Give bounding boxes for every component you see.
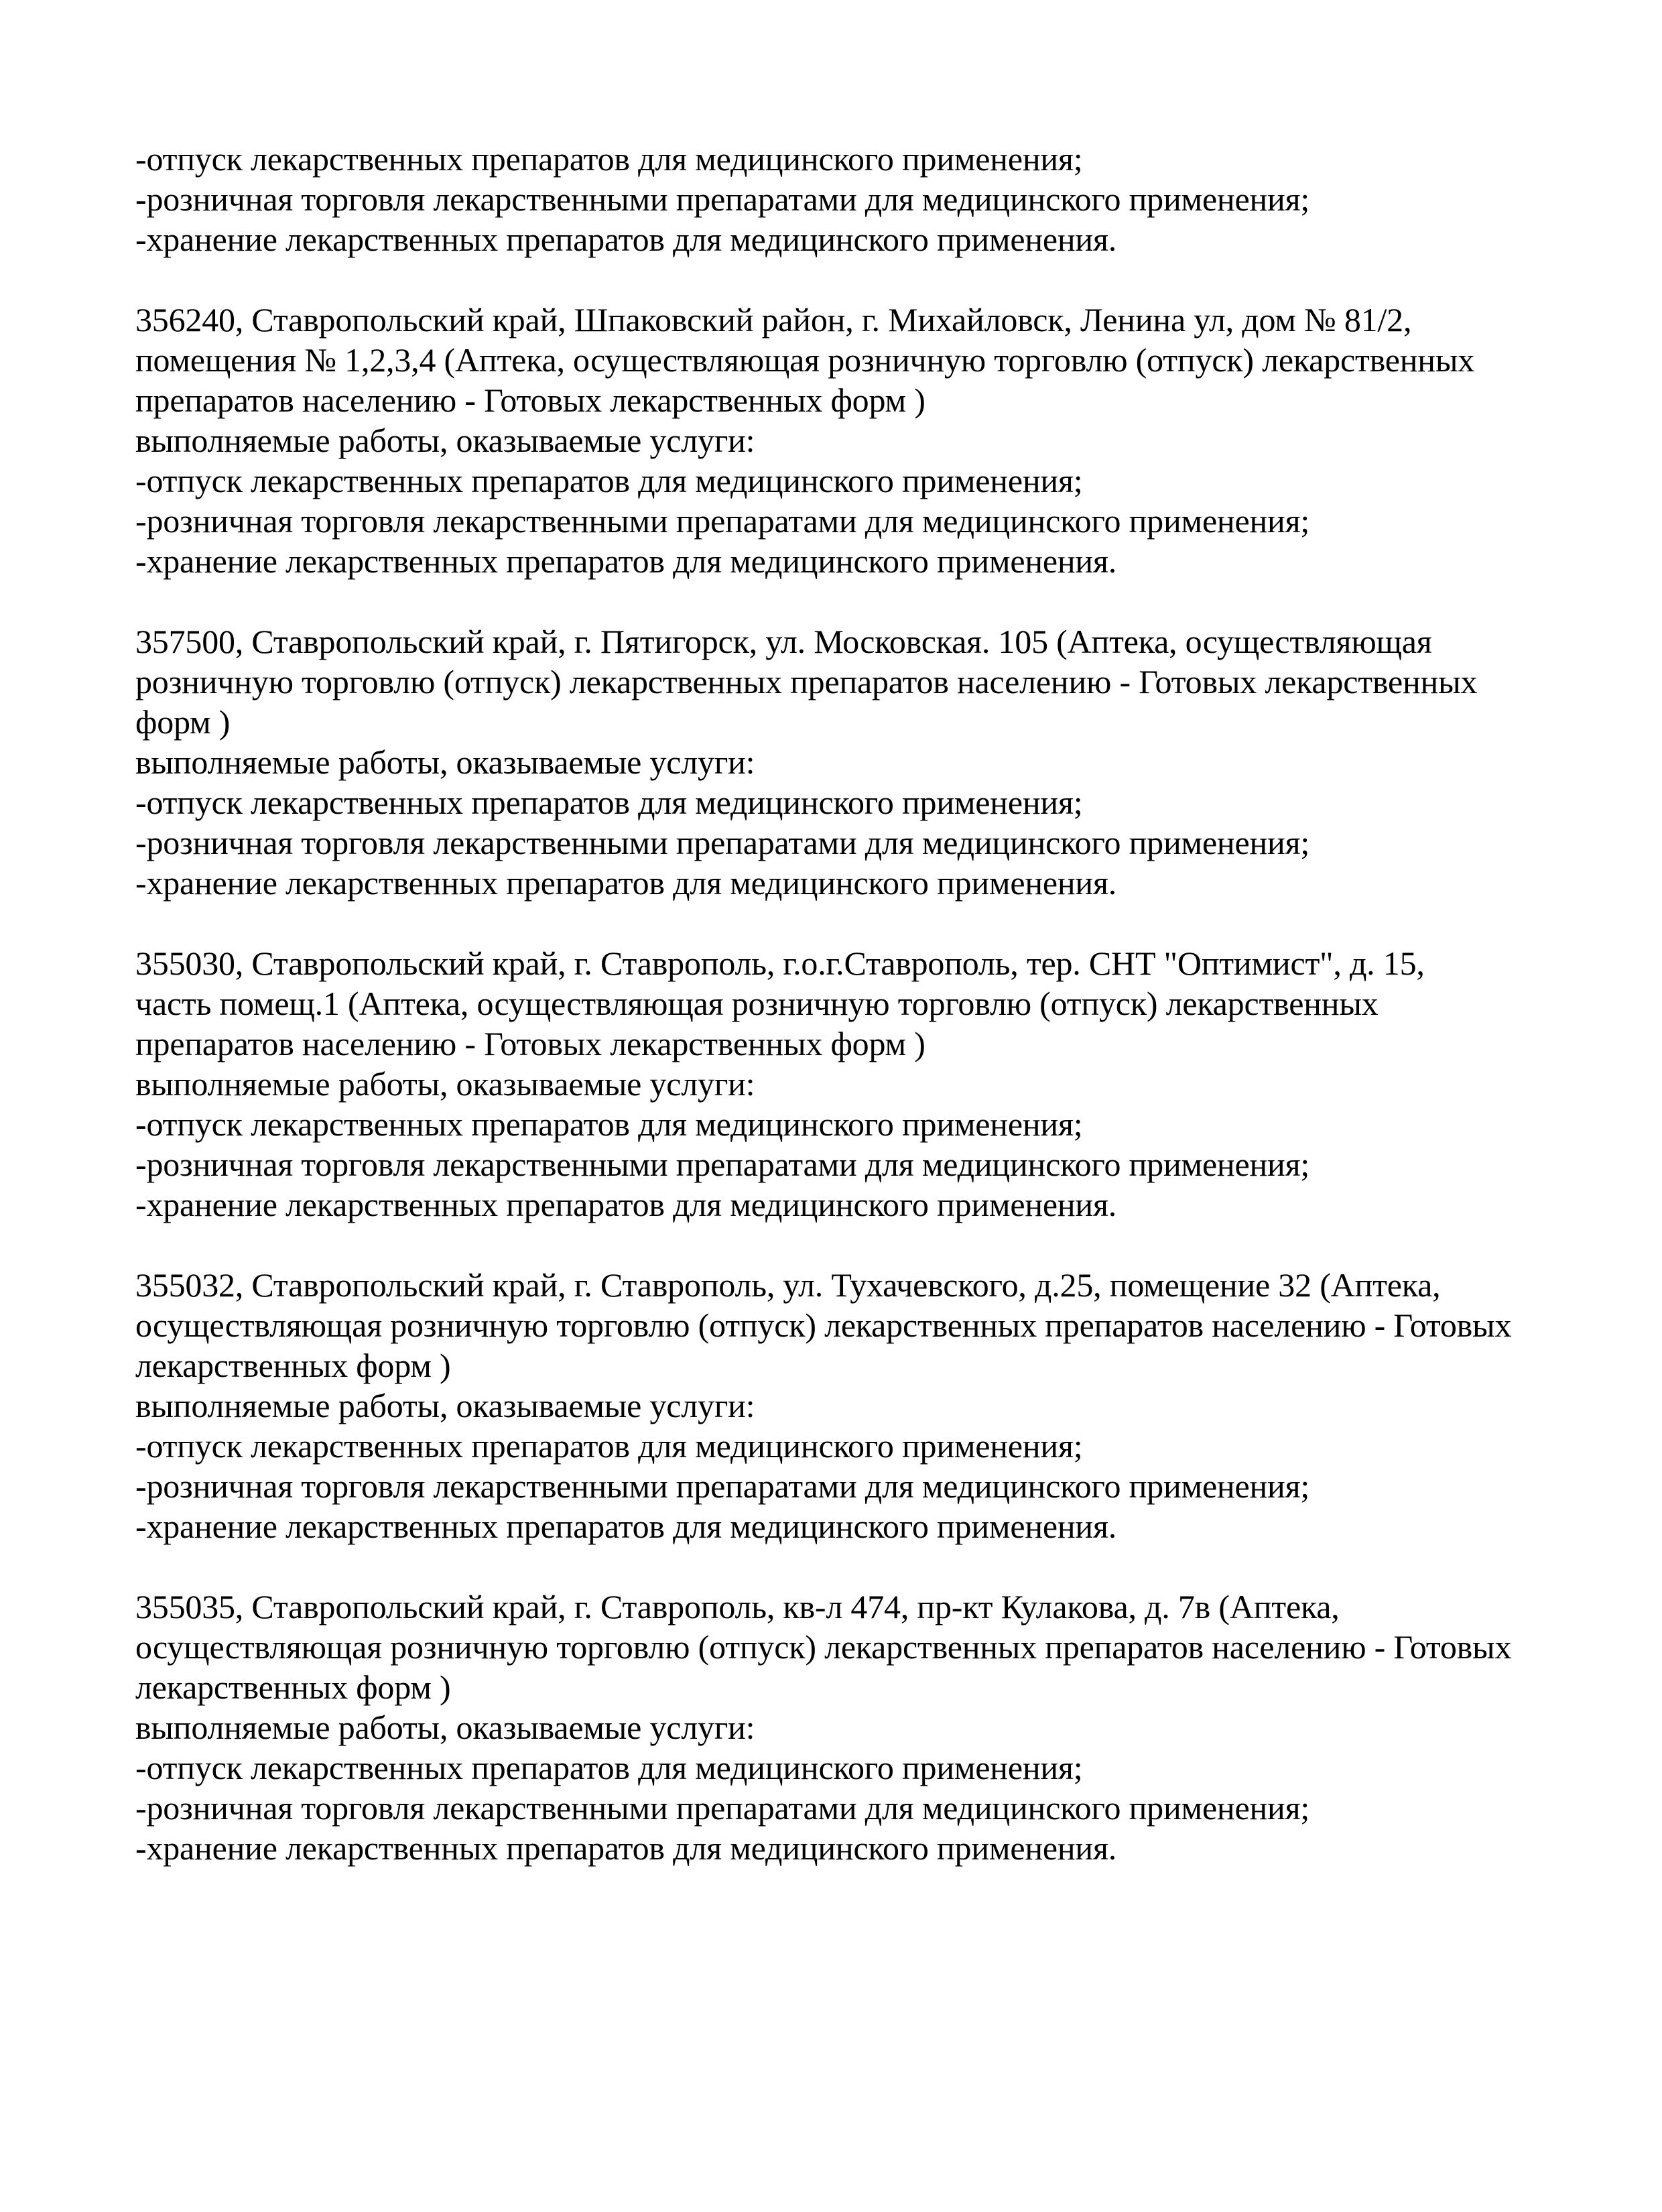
blank-line bbox=[135, 1546, 1616, 1587]
document-text bbox=[135, 139, 1616, 1868]
blank-line bbox=[135, 581, 1616, 621]
entry-works-label: выполняемые работы, оказываемые услуги: bbox=[135, 1709, 755, 1746]
blank-line bbox=[135, 1225, 1616, 1265]
intro-service-line: -розничная торговля лекарственными препаратами для медицинского применения; bbox=[135, 180, 1310, 218]
entry-address-line: осуществляющая розничную торговлю (отпуск) лекарственных препаратов населению - Готовых bbox=[135, 1306, 1512, 1344]
entry-address-line: осуществляющая розничную торговлю (отпуск) лекарственных препаратов населению - Готовых bbox=[135, 1628, 1512, 1666]
intro-service-line: -отпуск лекарственных препаратов для медицинского применения; bbox=[135, 140, 1083, 178]
entry-works-label: выполняемые работы, оказываемые услуги: bbox=[135, 422, 755, 459]
entry-service-line: -отпуск лекарственных препаратов для медицинского применения; bbox=[135, 1105, 1083, 1143]
entry-service-line: -отпуск лекарственных препаратов для медицинского применения; bbox=[135, 1427, 1083, 1465]
blank-line bbox=[135, 903, 1616, 943]
entry-works-label: выполняемые работы, оказываемые услуги: bbox=[135, 1065, 755, 1103]
entry-address-line: помещения № 1,2,3,4 (Аптека, осуществляющая розничную торговлю (отпуск) лекарственных bbox=[135, 341, 1475, 379]
entry-service-line: -розничная торговля лекарственными препаратами для медицинского применения; bbox=[135, 502, 1310, 540]
entry-service-line: -розничная торговля лекарственными препаратами для медицинского применения; bbox=[135, 1789, 1310, 1827]
entry-address-line: 355030, Ставропольский край, г. Ставрополь, г.о.г.Ставрополь, тер. СНТ "Оптимист", д. 15, bbox=[135, 944, 1425, 982]
entry-service-line: -хранение лекарственных препаратов для медицинского применения. bbox=[135, 864, 1117, 902]
entry-works-label: выполняемые работы, оказываемые услуги: bbox=[135, 1387, 755, 1424]
entry-address-line: форм ) bbox=[135, 703, 231, 741]
blank-line bbox=[135, 259, 1616, 300]
entry-service-line: -отпуск лекарственных препаратов для медицинского применения; bbox=[135, 1749, 1083, 1786]
entry-address-line: 355032, Ставропольский край, г. Ставрополь, ул. Тухачевского, д.25, помещение 32 (Аптека, bbox=[135, 1266, 1441, 1304]
entry-address-line: лекарственных форм ) bbox=[135, 1347, 451, 1384]
entry-address-line: 355035, Ставропольский край, г. Ставрополь, кв-л 474, пр-кт Кулакова, д. 7в (Аптека, bbox=[135, 1588, 1340, 1625]
entry-address-line: часть помещ.1 (Аптека, осуществляющая розничную торговлю (отпуск) лекарственных bbox=[135, 985, 1379, 1022]
entry-address-line: препаратов населению - Готовых лекарственных форм ) bbox=[135, 1025, 925, 1062]
entry-works-label: выполняемые работы, оказываемые услуги: bbox=[135, 743, 755, 781]
entry-address-line: розничную торговлю (отпуск) лекарственных препаратов населению - Готовых лекарственных bbox=[135, 663, 1478, 700]
entry-service-line: -отпуск лекарственных препаратов для медицинского применения; bbox=[135, 784, 1083, 821]
entry-service-line: -отпуск лекарственных препаратов для медицинского применения; bbox=[135, 462, 1083, 499]
entry-address-line: 357500, Ставропольский край, г. Пятигорск, ул. Московская. 105 (Аптека, осуществляющая bbox=[135, 623, 1432, 660]
entry-service-line: -хранение лекарственных препаратов для медицинского применения. bbox=[135, 542, 1117, 580]
entry-address-line: препаратов населению - Готовых лекарственных форм ) bbox=[135, 381, 925, 419]
entry-service-line: -хранение лекарственных препаратов для медицинского применения. bbox=[135, 1508, 1117, 1545]
entry-service-line: -хранение лекарственных препаратов для медицинского применения. bbox=[135, 1186, 1117, 1223]
intro-service-line: -хранение лекарственных препаратов для медицинского применения. bbox=[135, 221, 1117, 258]
entry-service-line: -хранение лекарственных препаратов для медицинского применения. bbox=[135, 1829, 1117, 1867]
entry-address-line: лекарственных форм ) bbox=[135, 1668, 451, 1706]
entry-service-line: -розничная торговля лекарственными препаратами для медицинского применения; bbox=[135, 1146, 1310, 1183]
entry-service-line: -розничная торговля лекарственными препаратами для медицинского применения; bbox=[135, 1467, 1310, 1505]
entry-address-line: 356240, Ставропольский край, Шпаковский район, г. Михайловск, Ленина ул, дом № 81/2, bbox=[135, 301, 1412, 339]
entry-service-line: -розничная торговля лекарственными препаратами для медицинского применения; bbox=[135, 824, 1310, 861]
